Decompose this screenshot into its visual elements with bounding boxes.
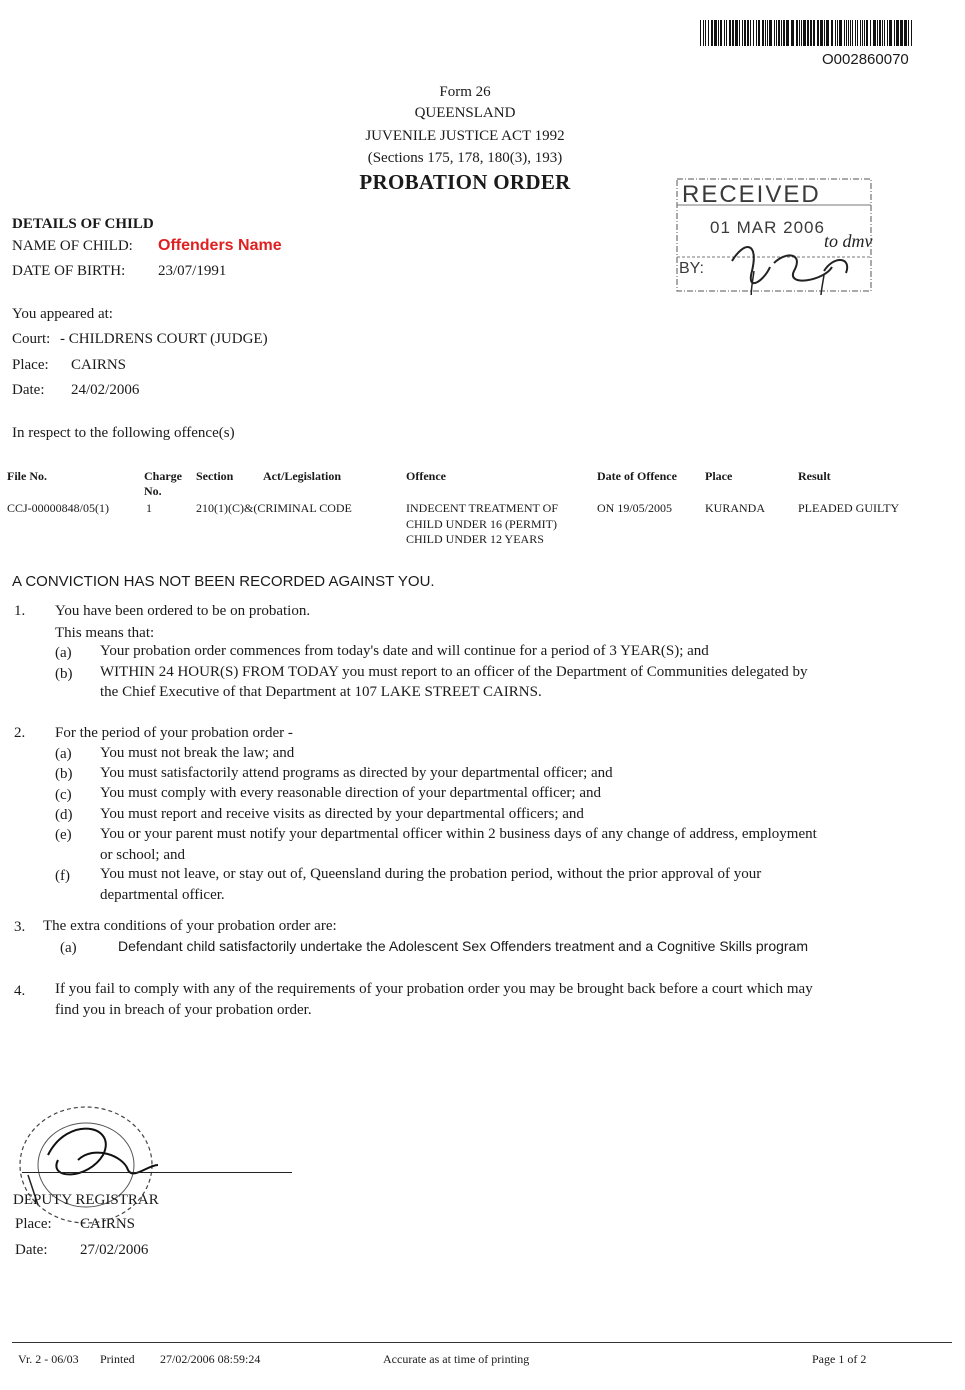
document-title: PROBATION ORDER — [359, 170, 571, 194]
p1-means: This means that: — [55, 625, 155, 641]
p2-f-text-1: You must not leave, or stay out of, Queensland during the probation period, without the prior approval of your — [100, 866, 762, 882]
p2-a-text: You must not break the law; and — [100, 745, 295, 761]
barcode-bar — [742, 20, 743, 46]
col-result: Result — [798, 469, 831, 483]
signatory-title: DEPUTY REGISTRAR — [13, 1192, 159, 1208]
stamp-handwritten-note: to dmv — [824, 231, 873, 251]
state-name: QUEENSLAND — [414, 105, 516, 121]
barcode-bar — [826, 20, 829, 46]
barcode-bar — [813, 20, 815, 46]
barcode-bar — [720, 20, 722, 46]
p2-b-text: You must satisfactorily attend programs as directed by your departmental officer; and — [100, 765, 613, 781]
barcode-bar — [747, 20, 749, 46]
footer-printed-label: Printed — [100, 1352, 135, 1366]
col-charge-no-2: No. — [144, 484, 162, 498]
row-section-act: 210(1)(C)&(CRIMINAL CODE — [196, 501, 352, 515]
barcode-bar — [864, 20, 865, 46]
barcode-bar — [781, 20, 782, 46]
p1-b-text-2: the Chief Executive of that Department at 107 LAKE STREET CAIRNS. — [100, 684, 542, 700]
barcode-bar — [705, 20, 706, 46]
barcode-bar — [882, 20, 883, 46]
date-value: 24/02/2006 — [71, 382, 140, 398]
act-name: JUVENILE JUSTICE ACT 1992 — [365, 128, 565, 144]
barcode-bar — [831, 20, 833, 46]
barcode-bar — [848, 20, 849, 46]
col-date: Date of Offence — [597, 469, 677, 483]
barcode-bar — [711, 20, 713, 46]
p3-a-text: Defendant child satisfactorily undertake the Adolescent Sex Offenders treatment and a Cognitive Skills program — [118, 938, 809, 954]
barcode-bar — [700, 20, 701, 46]
barcode-bar — [877, 20, 878, 46]
barcode-bar — [735, 20, 738, 46]
barcode-bar — [769, 20, 772, 46]
barcode-bar — [839, 20, 842, 46]
barcode-bar — [852, 20, 853, 46]
offence-intro: In respect to the following offence(s) — [12, 425, 235, 441]
dob-value: 23/07/1991 — [158, 263, 227, 279]
p1-b-text-1: WITHIN 24 HOUR(S) FROM TODAY you must report to an officer of the Department of Communities delegated by — [100, 664, 808, 680]
barcode-bar — [887, 20, 888, 46]
p2-e-text-1: You or your parent must notify your departmental officer within 2 business days of any change of address, employment — [100, 826, 817, 842]
p3-a-label: (a) — [60, 940, 77, 956]
row-charge-no: 1 — [146, 501, 152, 515]
barcode-bar — [860, 20, 861, 46]
barcode-bar — [844, 20, 845, 46]
p2-text: For the period of your probation order - — [55, 725, 293, 741]
barcode-bar — [767, 20, 768, 46]
signature-place-value: CAIRNS — [80, 1216, 136, 1232]
row-offence-line-2: CHILD UNDER 16 (PERMIT) — [406, 517, 557, 531]
row-date: ON 19/05/2005 — [597, 501, 672, 515]
barcode-bar — [879, 20, 881, 46]
barcode-bar — [866, 20, 868, 46]
barcode-bar — [801, 20, 802, 46]
barcode-bar — [729, 20, 731, 46]
barcode-bar — [750, 20, 751, 46]
barcode-bar — [762, 20, 764, 46]
barcode-bar — [786, 20, 789, 46]
col-file-no: File No. — [7, 469, 47, 483]
p2-a-label: (a) — [55, 746, 72, 762]
barcode-bar — [708, 20, 709, 46]
p1-a-text: Your probation order commences from today's date and will continue for a period of 3 YEAR(S); and — [100, 643, 709, 659]
barcode-bar — [817, 20, 819, 46]
appearance-intro: You appeared at: — [12, 306, 113, 322]
barcode-bar — [776, 20, 777, 46]
footer-page: Page 1 of 2 — [812, 1352, 867, 1366]
p1-b-label: (b) — [55, 666, 73, 682]
child-name-label: NAME OF CHILD: — [12, 238, 133, 254]
barcode-bar — [855, 20, 856, 46]
stamp-by-label: BY: — [679, 260, 704, 277]
barcode-bar — [774, 20, 775, 46]
place-label: Place: — [12, 357, 49, 373]
barcode-bar — [894, 20, 895, 46]
child-name-value: Offenders Name — [158, 237, 282, 254]
p2-c-text: You must comply with every reasonable direction of your departmental officer; and — [100, 785, 601, 801]
p1-a-label: (a) — [55, 645, 72, 661]
p1-number: 1. — [14, 603, 26, 619]
dob-label: DATE OF BIRTH: — [12, 263, 126, 279]
barcode-bar — [796, 20, 798, 46]
p4-number: 4. — [14, 983, 26, 999]
barcode-bar — [911, 20, 912, 46]
p1-text: You have been ordered to be on probation. — [55, 603, 311, 619]
barcode-bar — [758, 20, 760, 46]
barcode-bar — [714, 20, 717, 46]
footer-version: Vr. 2 - 06/03 — [18, 1352, 79, 1366]
row-file-no: CCJ-00000848/05(1) — [7, 501, 109, 515]
stamp-date: 01 MAR 2006 — [710, 218, 825, 237]
barcode-bar — [778, 20, 780, 46]
barcode-bar — [870, 20, 871, 46]
barcode-bar — [873, 20, 876, 46]
barcode-bar — [756, 20, 757, 46]
p2-number: 2. — [14, 725, 26, 741]
barcode-bar — [862, 20, 863, 46]
barcode-bar — [900, 20, 903, 46]
received-stamp — [674, 171, 874, 295]
signature-line — [22, 1172, 292, 1173]
barcode-bar — [703, 20, 704, 46]
p3-number: 3. — [14, 919, 26, 935]
row-offence-line-1: INDECENT TREATMENT OF — [406, 501, 559, 515]
barcode-bar — [857, 20, 858, 46]
p4-text-2: find you in breach of your probation order. — [55, 1002, 312, 1018]
barcode-bar — [884, 20, 885, 46]
date-label: Date: — [12, 382, 45, 398]
row-offence-line-3: CHILD UNDER 12 YEARS — [406, 532, 544, 546]
barcode-bar — [904, 20, 907, 46]
p2-f-text-2: departmental officer. — [100, 887, 225, 903]
barcode-bar — [810, 20, 812, 46]
p2-e-label: (e) — [55, 827, 72, 843]
barcode-bar — [807, 20, 809, 46]
barcode-bar — [724, 20, 725, 46]
footer-printed-value: 27/02/2006 08:59:24 — [160, 1352, 261, 1366]
barcode-bar — [803, 20, 806, 46]
conviction-statement: A CONVICTION HAS NOT BEEN RECORDED AGAINST YOU. — [12, 573, 435, 590]
barcode-bar — [753, 20, 754, 46]
stamp-received-text: RECEIVED — [682, 181, 821, 208]
p2-d-label: (d) — [55, 807, 73, 823]
place-value: CAIRNS — [71, 357, 127, 373]
col-section: Section — [196, 469, 234, 483]
p2-b-label: (b) — [55, 766, 73, 782]
barcode-bar — [889, 20, 892, 46]
child-details-heading: DETAILS OF CHILD — [12, 216, 154, 232]
signature-date-label: Date: — [15, 1242, 48, 1258]
barcode-bar — [896, 20, 899, 46]
barcode — [700, 20, 912, 46]
p2-c-label: (c) — [55, 787, 72, 803]
barcode-bar — [824, 20, 825, 46]
barcode-bar — [850, 20, 851, 46]
barcode-bar — [908, 20, 909, 46]
barcode-number: O002860070 — [822, 51, 909, 68]
barcode-bar — [726, 20, 727, 46]
row-result: PLEADED GUILTY — [798, 501, 900, 515]
barcode-bar — [837, 20, 838, 46]
form-number: Form 26 — [439, 84, 491, 100]
barcode-bar — [846, 20, 847, 46]
barcode-bar — [791, 20, 794, 46]
col-charge-no: Charge — [144, 469, 182, 483]
p2-f-label: (f) — [55, 868, 70, 884]
barcode-bar — [765, 20, 766, 46]
col-act: Act/Legislation — [263, 469, 341, 483]
sections-reference: (Sections 175, 178, 180(3), 193) — [367, 150, 563, 166]
barcode-bar — [718, 20, 719, 46]
footer-divider — [12, 1342, 952, 1343]
court-value: - CHILDRENS COURT (JUDGE) — [60, 331, 268, 347]
barcode-bar — [732, 20, 734, 46]
col-place: Place — [705, 469, 733, 483]
p4-text-1: If you fail to comply with any of the requirements of your probation order you may be brought back before a court which may — [55, 981, 813, 997]
court-label: Court: — [12, 331, 51, 347]
col-offence: Offence — [406, 469, 446, 483]
row-place: KURANDA — [705, 501, 765, 515]
barcode-bar — [739, 20, 740, 46]
barcode-bar — [799, 20, 800, 46]
barcode-bar — [783, 20, 785, 46]
footer-accuracy: Accurate as at time of printing — [383, 1352, 530, 1366]
p3-text: The extra conditions of your probation order are: — [43, 918, 337, 934]
barcode-bar — [820, 20, 823, 46]
barcode-bar — [835, 20, 836, 46]
signature-date-value: 27/02/2006 — [80, 1242, 149, 1258]
p2-d-text: You must report and receive visits as directed by your departmental officers; and — [100, 806, 584, 822]
signature-place-label: Place: — [15, 1216, 52, 1232]
p2-e-text-2: or school; and — [100, 847, 185, 863]
barcode-bar — [744, 20, 746, 46]
